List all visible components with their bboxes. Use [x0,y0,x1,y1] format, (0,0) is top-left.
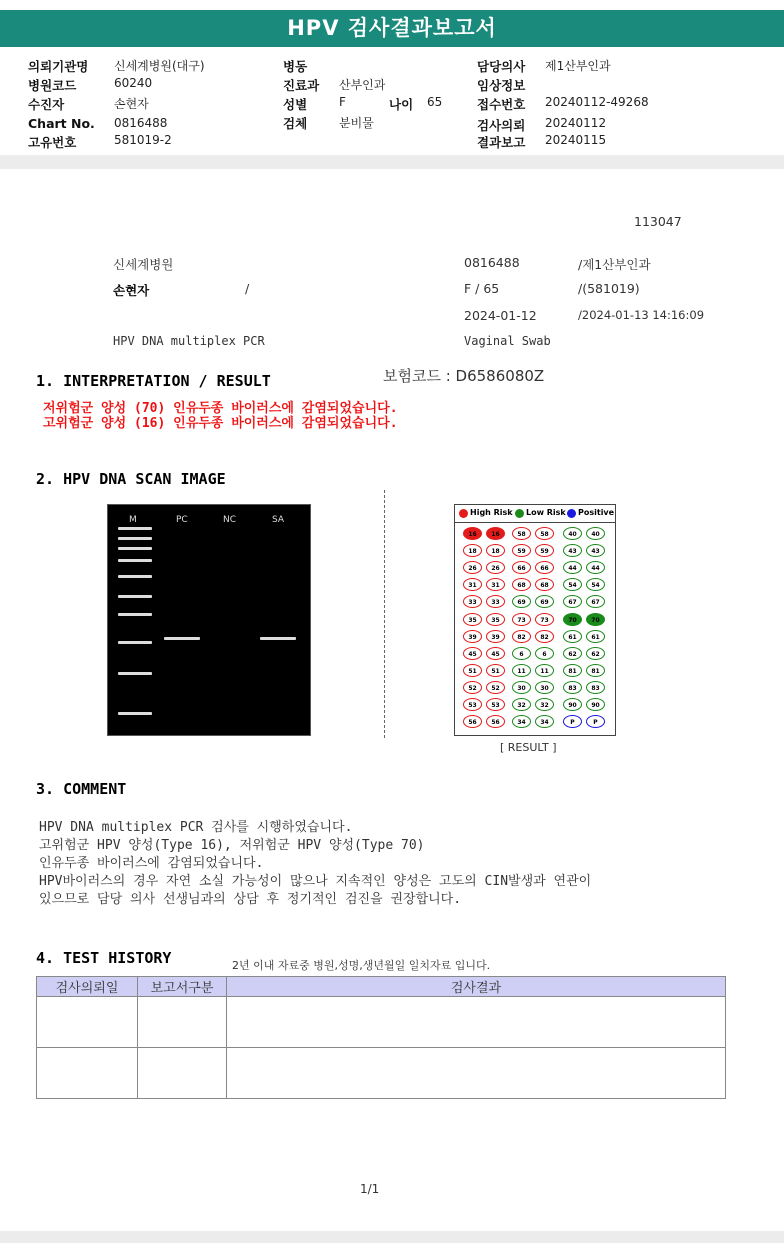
positive-legend-dot [567,509,576,518]
table-row [37,1048,726,1099]
legend-high-risk: High Risk [470,508,513,517]
hpv-type-69-dot: 69 [512,595,531,608]
hpv-type-52-dot: 52 [486,681,505,694]
header-label-department: 진료과 [283,78,320,93]
hpv-type-43-dot: 43 [563,544,582,557]
hpv-type-67-dot: 67 [586,595,605,608]
hpv-type-40-dot: 40 [586,527,605,540]
hpv-type-11-dot: 11 [512,664,531,677]
header-value-patient: 손현자 [114,97,149,111]
header-label-patient: 수진자 [28,97,65,112]
report-chart: 0816488 [464,255,520,270]
hpv-type-45-dot: 45 [463,647,482,660]
hpv-type-33-dot: 33 [463,595,482,608]
history-col-request-date: 검사의뢰일 [37,977,138,997]
hpv-type-34-dot: 34 [512,715,531,728]
header-value-chart: 0816488 [114,116,168,130]
hpv-type-52-dot: 52 [463,681,482,694]
marker-band [118,537,152,540]
hpv-type-68-dot: 68 [512,578,531,591]
hpv-type-30-dot: 30 [512,681,531,694]
comment-line: 인유두종 바이러스에 감염되었습니다. [39,856,264,871]
hpv-type-31-dot: 31 [486,578,505,591]
hpv-type-62-dot: 62 [586,647,605,660]
history-table [36,976,726,1099]
hpv-type-30-dot: 30 [535,681,554,694]
comment-line: 고위험군 HPV 양성(Type 16), 저위험군 HPV 양성(Type 70) [39,838,425,853]
marker-band [118,575,152,578]
header-value-specimen: 분비물 [339,116,374,130]
hpv-type-58-dot: 58 [535,527,554,540]
hpv-type-90-dot: 90 [586,698,605,711]
hpv-type-33-dot: 33 [486,595,505,608]
header-label-receipt-no: 접수번호 [477,97,526,112]
marker-band [118,613,152,616]
report-date1: 2024-01-12 [464,308,537,323]
hpv-type-70-dot: 70 [563,613,582,626]
gel-electrophoresis-image [108,505,310,735]
hpv-type-66-dot: 66 [512,561,531,574]
hpv-type-82-dot: 82 [535,630,554,643]
hpv-type-53-dot: 53 [463,698,482,711]
hpv-type-32-dot: 32 [512,698,531,711]
hpv-type-73-dot: 73 [512,613,531,626]
report-patient-slash: / [245,281,250,296]
hpv-type-61-dot: 61 [563,630,582,643]
hpv-type-39-dot: 39 [463,630,482,643]
result-line-high-risk: 고위험군 양성 (16) 인유두종 바이러스에 감염되었습니다. [43,416,398,431]
header-label-age: 나이 [389,97,414,112]
hpv-type-56-dot: 56 [486,715,505,728]
hpv-type-43-dot: 43 [586,544,605,557]
header-label-chart: Chart No. [28,116,95,131]
hpv-type-31-dot: 31 [463,578,482,591]
gel-lane-label-m: M [129,515,137,525]
header-label-request-date: 검사의뢰 [477,118,526,133]
hpv-type-83-dot: 83 [586,681,605,694]
header-value-request-date: 20240112 [545,116,607,130]
hpv-type-26-dot: 26 [463,561,482,574]
header-value-unique-id: 581019-2 [114,133,172,147]
legend-low-risk: Low Risk [526,508,566,517]
hpv-type-56-dot: 56 [463,715,482,728]
hpv-type-58-dot: 58 [512,527,531,540]
history-col-report-type: 보고서구분 [138,977,227,997]
comment-line: 있으므로 담당 의사 선생님과의 상담 후 정기적인 검진을 권장합니다. [39,892,462,907]
hpv-type-44-dot: 44 [586,561,605,574]
report-birth: /(581019) [578,281,640,296]
marker-band [118,641,152,644]
section-interpretation-title: 1. INTERPRETATION / RESULT [36,372,271,390]
history-note: 2년 이내 자료중 병원,성명,생년월일 일치자료 입니다. [232,959,491,972]
hpv-type-32-dot: 32 [535,698,554,711]
hpv-type-59-dot: 59 [535,544,554,557]
report-dept: /제1산부인과 [578,257,651,272]
chip-result-label: [ RESULT ] [500,741,557,754]
high-risk-legend-dot [459,509,468,518]
header-value-department: 산부인과 [339,78,386,92]
section-scan-title: 2. HPV DNA SCAN IMAGE [36,470,226,488]
hpv-type-11-dot: 11 [535,664,554,677]
marker-band [118,527,152,530]
header-value-receipt-no: 20240112-49268 [545,95,649,109]
hpv-type-66-dot: 66 [535,561,554,574]
hpv-type-73-dot: 73 [535,613,554,626]
low-risk-legend-dot [515,509,524,518]
header-label-sex: 성별 [283,97,308,112]
report-test-name: HPV DNA multiplex PCR [113,334,265,348]
header-value-report-date: 20240115 [545,133,607,147]
hpv-type-69-dot: 69 [535,595,554,608]
footer-divider [0,1231,784,1243]
hpv-type-18-dot: 18 [486,544,505,557]
comment-line: HPV바이러스의 경우 자연 소실 가능성이 많으나 지속적인 양성은 고도의 CIN발생과 연관이 [39,874,592,889]
report-hospital: 신세계병원 [113,257,174,272]
marker-band [118,559,152,562]
legend-positive: Positive [578,508,615,517]
report-specimen: Vaginal Swab [464,334,551,348]
hpv-type-35-dot: 35 [463,613,482,626]
hpv-type-68-dot: 68 [535,578,554,591]
header-value-sex: F [339,95,346,109]
hpv-type-90-dot: 90 [563,698,582,711]
header-label-ward: 병동 [283,59,308,74]
table-row [37,997,726,1048]
header-label-unique-id: 고유번호 [28,135,77,150]
marker-band [118,595,152,598]
report-date2: /2024-01-13 14:16:09 [578,308,705,322]
header-label-hospital-code: 병원코드 [28,78,77,93]
report-patient: 손현자 [113,283,150,298]
hpv-type-P-dot: P [586,715,605,728]
header-value-age: 65 [427,95,443,109]
hpv-type-62-dot: 62 [563,647,582,660]
hpv-type-81-dot: 81 [586,664,605,677]
hpv-type-54-dot: 54 [563,578,582,591]
hpv-type-P-dot: P [563,715,582,728]
hpv-type-70-dot: 70 [586,613,605,626]
hpv-type-61-dot: 61 [586,630,605,643]
marker-band [118,547,152,550]
chip-legend [455,505,615,523]
scan-separator [384,490,385,738]
hpv-type-44-dot: 44 [563,561,582,574]
hpv-type-16-dot: 16 [486,527,505,540]
marker-band [118,712,152,715]
hpv-type-53-dot: 53 [486,698,505,711]
header-divider [0,155,784,169]
hpv-type-6-dot: 6 [512,647,531,660]
hpv-type-34-dot: 34 [535,715,554,728]
hpv-type-67-dot: 67 [563,595,582,608]
header-label-clinical-info: 임상정보 [477,78,526,93]
report-sex-age: F / 65 [464,281,500,296]
hpv-type-18-dot: 18 [463,544,482,557]
history-col-result: 검사결과 [227,977,726,997]
hpv-type-54-dot: 54 [586,578,605,591]
marker-band [118,672,152,675]
hpv-type-16-dot: 16 [463,527,482,540]
sa-band [260,637,296,640]
header-value-doctor: 제1산부인과 [545,59,611,73]
hpv-type-35-dot: 35 [486,613,505,626]
hpv-type-82-dot: 82 [512,630,531,643]
header-label-doctor: 담당의사 [477,59,526,74]
hpv-type-51-dot: 51 [463,664,482,677]
gel-lane-label-sa: SA [272,515,285,525]
page-number: 1/1 [360,1182,380,1196]
hpv-type-83-dot: 83 [563,681,582,694]
hpv-type-45-dot: 45 [486,647,505,660]
hpv-type-59-dot: 59 [512,544,531,557]
hpv-type-39-dot: 39 [486,630,505,643]
header-label-specimen: 검체 [283,116,308,131]
section-comment-title: 3. COMMENT [36,780,127,798]
header-value-requester: 신세계병원(대구) [114,59,205,73]
section-history-title: 4. TEST HISTORY [36,949,172,967]
hpv-type-40-dot: 40 [563,527,582,540]
gel-lane-label-nc: NC [223,515,237,525]
pc-band [164,637,200,640]
hpv-chip-image [454,504,616,736]
header-value-hospital-code: 60240 [114,76,153,90]
header-label-requester: 의뢰기관명 [28,59,89,74]
hpv-type-51-dot: 51 [486,664,505,677]
hpv-type-6-dot: 6 [535,647,554,660]
hpv-type-81-dot: 81 [563,664,582,677]
gel-lane-label-pc: PC [176,515,188,525]
comment-line: HPV DNA multiplex PCR 검사를 시행하였습니다. [39,820,353,835]
insurance-code: 보험코드 : D6586080Z [383,367,545,385]
result-line-low-risk: 저위험군 양성 (70) 인유두종 바이러스에 감염되었습니다. [43,401,398,416]
hpv-type-26-dot: 26 [486,561,505,574]
header-label-report-date: 결과보고 [477,135,526,150]
report-title: HPV 검사결과보고서 [0,10,784,47]
code-number: 113047 [634,214,682,229]
